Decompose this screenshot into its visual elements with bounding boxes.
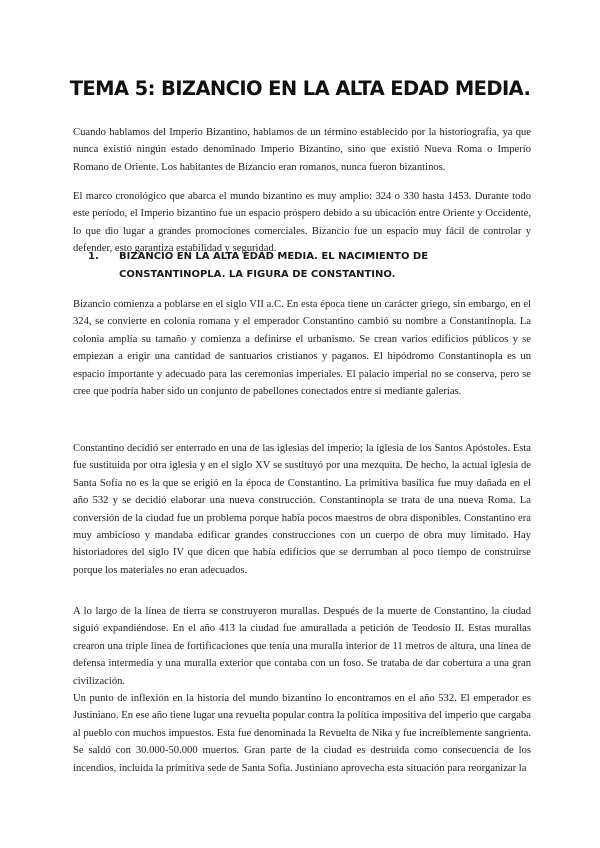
document-title: TEMA 5: BIZANCIO EN LA ALTA EDAD MEDIA. bbox=[69, 77, 531, 100]
intro-paragraph-2: El marco cronológico que abarca el mundo bizantino es muy amplio: 324 o 330 hasta 1453. Durante todo este período, el Imperio bizantino fue un espacio próspero debido a su ubicación entre Oriente y Occidente, lo que dio lugar a grandes promociones comerciales. Bizancio fue un espacio muy fácil de controlar y defender, esto garantiza estabilidad y seguridad. bbox=[73, 191, 531, 255]
section-heading bbox=[88, 248, 533, 284]
section-heading-text: BIZANCIO EN LA ALTA EDAD MEDIA. EL NACIMIENTO DE CONSTANTINOPLA. LA FIGURA DE CONSTANTINO. bbox=[119, 251, 429, 280]
section-paragraph-4: Un punto de inflexión en la historia del mundo bizantino lo encontramos en el año 532. El emperador es Justiniano. En ese año tiene lugar una revuelta popular contra la política impositiva del imperio que cargaba al pueblo con muchos impuestos. Esta fue denominada la Revuelta de Nika y fue increíblemente sangrienta. Se saldó con 30.000-50.000 muertos. Gran parte de la ciudad es destruida como consecuencia de los incendios, incluida la primitiva sede de Santa Sofía. Justiniano aprovecha esta situación para reorganizar la bbox=[73, 693, 531, 774]
section-number: 1. bbox=[88, 251, 99, 262]
section-paragraph-1: Bizancio comienza a poblarse en el siglo VII a.C. En esta época tiene un carácter griego, sin embargo, en el 324, se convierte en colonia romana y el emperador Constantino cambió su nombre a Constantinopla. La colonia amplía su tamaño y comienza a definirse el urbanismo. Se crean varios edificios públicos y se empiezan a erigir una cantidad de santuarios cristianos y paganos. El hipódromo Constantinopla es un espacio importante y adecuado para las ceremonias imperiales. El palacio imperial no se conserva, pero se cree que podría haber sido un conjunto de pabellones conectados entre sí mediante galerías. bbox=[73, 299, 531, 398]
section-paragraph-3: A lo largo de la línea de tierra se construyeron murallas. Después de la muerte de Constantino, la ciudad siguió expandiéndose. En el año 413 la ciudad fue amurallada a petición de Teodosio II. Estas murallas crearon una triple línea de fortificaciones que tenía una muralla interior de 11 metros de altura, una línea de defensa intermedia y una muralla exterior que contaba con un foso. Se trataba de dar cobertura a una gran civilización. bbox=[73, 606, 531, 687]
section-paragraph-2: Constantino decidió ser enterrado en una de las iglesias del imperio; la iglesia de los Santos Apóstoles. Esta fue sustituida por otra iglesia y en el siglo XV se sustituyó por una mezquita. De hecho, la actual iglesia de Santa Sofía no es la que se erigió en la época de Constantino. La primitiva basílica fue muy dañada en el año 532 y se decidió elaborar una nueva construcción. Constantinopla se trata de una nueva Roma. La conversión de la ciudad fue un problema porque había pocos maestros de obra disponibles. Constantino era muy ambicioso y mandaba edificar grandes construcciones con un cuerpo de obra muy limitado. Hay historiadores del siglo IV que dicen que había edificios que se derrumban al poco tiempo de construirse porque los materiales no eran adecuados. bbox=[73, 443, 531, 576]
intro-paragraph-1: Cuando hablamos del Imperio Bizantino, hablamos de un término establecido por la historiografía, ya que nunca existió ningún estado denominado Imperio Bizantino, sino que existió Nueva Roma o Imperio Romano de Oriente. Los habitantes de Bizancio eran romanos, nunca fueron bizantinos. bbox=[73, 127, 531, 173]
